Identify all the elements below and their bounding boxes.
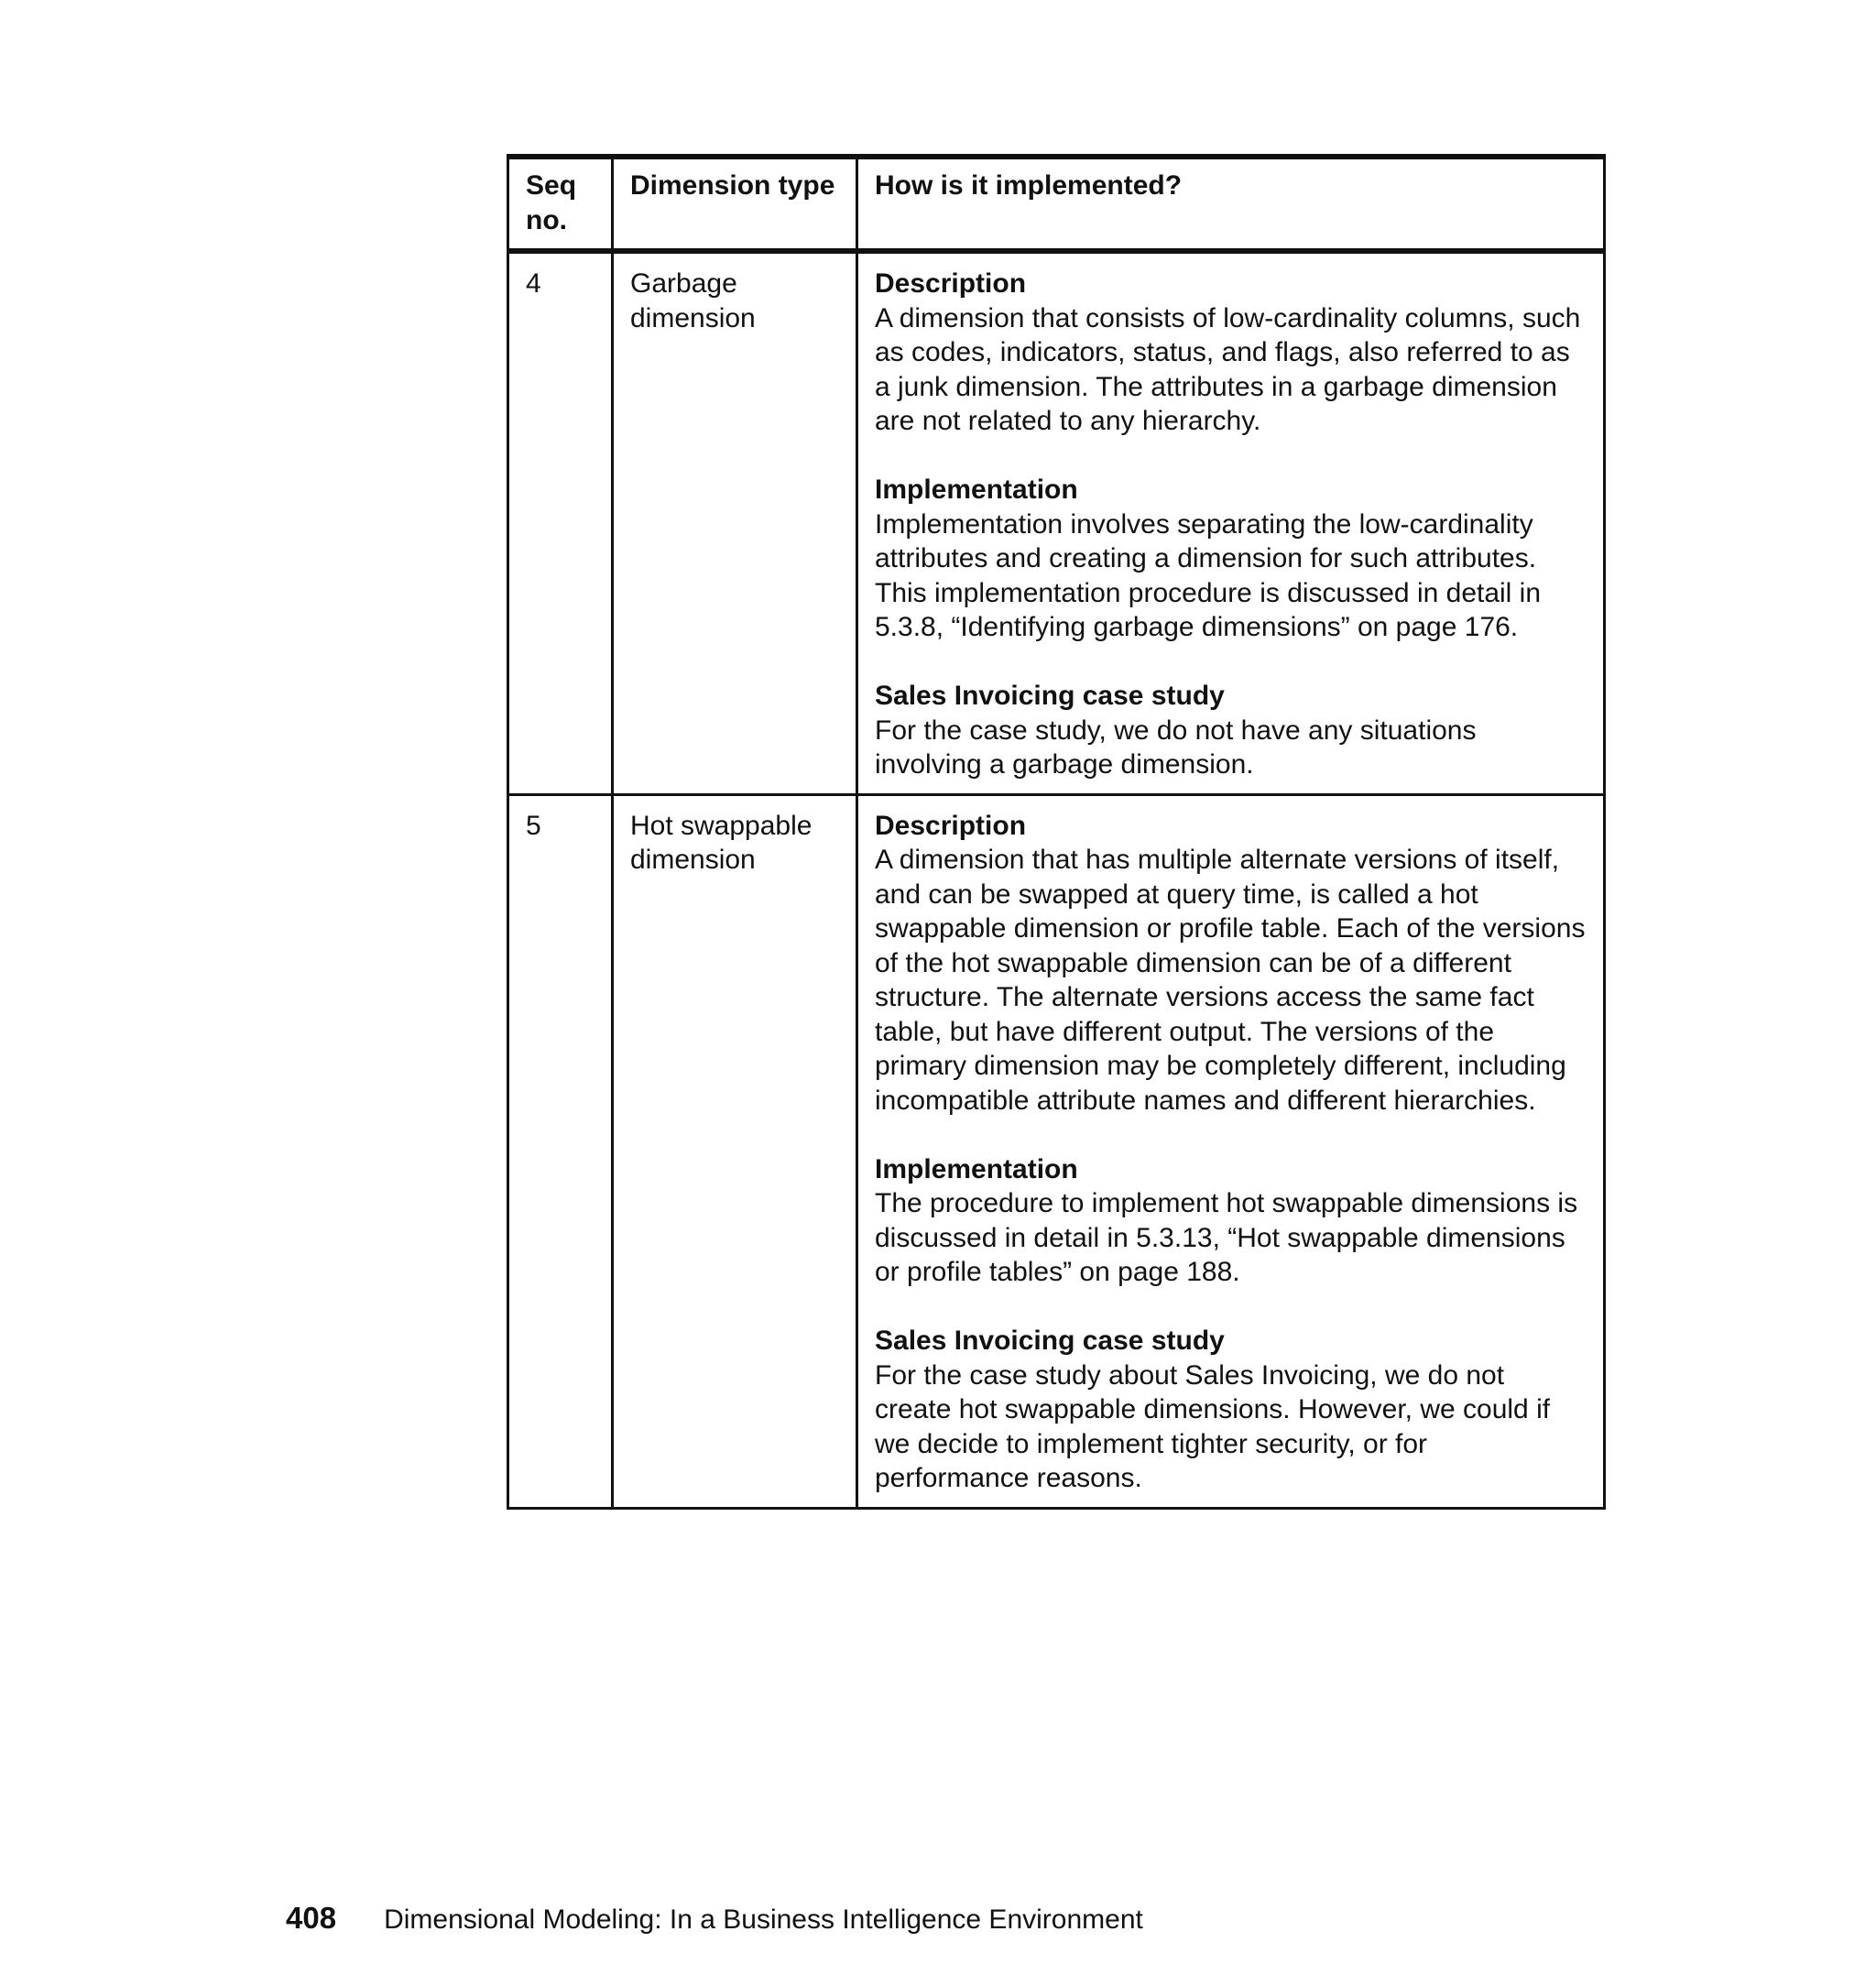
block-text: A dimension that consists of low-cardinality columns, such as codes, indicators, status, and flags, also referred to as a junk dimension. The attributes in a garbage dimension are not related to any hierarchy. bbox=[875, 302, 1581, 436]
block-text: For the case study, we do not have any situations involving a garbage dimension. bbox=[875, 715, 1477, 780]
block-text: The procedure to implement hot swappable dimensions is discussed in detail in 5.3.13, “Hot swappable dimensions or profile tables” on page 188. bbox=[875, 1188, 1578, 1287]
description-block bbox=[875, 809, 1587, 1118]
implementation-block bbox=[875, 473, 1587, 645]
implementation-cell bbox=[857, 251, 1605, 794]
block-title: Description bbox=[875, 268, 1027, 299]
page-footer bbox=[286, 1902, 1143, 1937]
header-seq-no: Seq no. bbox=[508, 157, 613, 251]
block-title: Sales Invoicing case study bbox=[875, 1326, 1225, 1356]
block-text: Implementation involves separating the low-cardinality attributes and creating a dimension for such attributes. This implementation procedure is discussed in detail in 5.3.8, “Identifying garbage dimensions” on page 176. bbox=[875, 508, 1542, 642]
seq-cell: 4 bbox=[508, 251, 613, 794]
table-row bbox=[508, 251, 1605, 794]
block-title: Implementation bbox=[875, 1153, 1078, 1184]
book-title: Dimensional Modeling: In a Business Intelligence Environment bbox=[384, 1904, 1143, 1935]
block-title: Implementation bbox=[875, 475, 1078, 505]
block-title: Sales Invoicing case study bbox=[875, 681, 1225, 711]
table-row bbox=[508, 794, 1605, 1508]
implementation-cell bbox=[857, 794, 1605, 1508]
page-number: 408 bbox=[286, 1901, 337, 1935]
block-text: A dimension that has multiple alternate versions of itself, and can be swapped at query time, is called a hot swappable dimension or profile table. Each of the versions of the hot swappable dimension can be of a different structure. The alternate versions access the same fact table, but have different output. The versions of the primary dimension may be completely different, including incompatible attribute names and different hierarchies. bbox=[875, 845, 1586, 1116]
header-implementation: How is it implemented? bbox=[857, 157, 1605, 251]
implementation-block bbox=[875, 1152, 1587, 1290]
seq-cell: 5 bbox=[508, 794, 613, 1508]
case-study-block bbox=[875, 1324, 1587, 1496]
header-dimension-type: Dimension type bbox=[613, 157, 857, 251]
description-block bbox=[875, 267, 1587, 439]
block-text: For the case study about Sales Invoicing, we do not create hot swappable dimensions. However, we could if we decide to implement tighter security, or for performance reasons. bbox=[875, 1359, 1551, 1493]
block-title: Description bbox=[875, 810, 1027, 841]
type-cell: Hot swappable dimension bbox=[613, 794, 857, 1508]
type-cell: Garbage dimension bbox=[613, 251, 857, 794]
case-study-block bbox=[875, 679, 1587, 782]
table-header-row bbox=[508, 157, 1605, 251]
dimension-types-table bbox=[507, 154, 1606, 1510]
